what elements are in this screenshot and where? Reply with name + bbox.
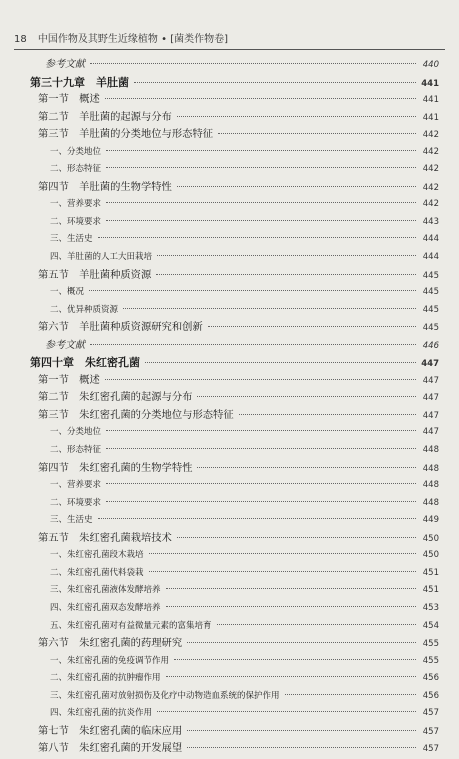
toc-entry-label: 四、羊肚菌的人工大田栽培 (50, 252, 153, 263)
toc-page-number: 447 (422, 427, 439, 438)
toc-entry-label: 一、分类地位 (50, 146, 102, 157)
toc-sub-row (0, 477, 459, 495)
header-rule (14, 49, 445, 50)
toc-entry-label: 第六节 羊肚菌种质资源研究和创新 (38, 321, 203, 334)
toc-entry-label: 第四节 朱红密孔菌的生物学特性 (38, 461, 193, 474)
toc-entry-label: 五、朱红密孔菌对有益微量元素的富集培育 (50, 620, 212, 631)
toc-entry-label: 三、生活史 (50, 234, 93, 245)
dot-leader (106, 448, 416, 449)
toc-page-number: 448 (422, 497, 439, 508)
toc-page-number: 448 (422, 480, 439, 491)
toc-page-number: 451 (422, 567, 439, 578)
toc-page-number: 456 (422, 673, 439, 684)
header-page-number: 18 (14, 34, 27, 45)
toc-section-row (0, 740, 459, 758)
dot-leader (90, 63, 416, 64)
page-header (14, 30, 445, 52)
dot-leader (106, 150, 416, 151)
dot-leader (218, 133, 416, 134)
dot-leader (187, 747, 416, 748)
toc-sub-row (0, 582, 459, 600)
toc-section-row (0, 91, 459, 109)
toc-sub-row (0, 161, 459, 179)
dot-leader (106, 483, 416, 484)
toc-sub-row (0, 670, 459, 688)
toc-page-number: 442 (422, 130, 439, 141)
toc-page-number: 444 (422, 234, 439, 245)
toc-sub-row (0, 284, 459, 302)
toc-section-row (0, 319, 459, 337)
dot-leader (187, 642, 416, 643)
toc-entry-label: 第四节 羊肚菌的生物学特性 (38, 180, 172, 193)
toc-sub-row (0, 705, 459, 723)
toc-entry-label: 二、形态特征 (50, 164, 102, 175)
toc-page-number: 441 (422, 112, 439, 123)
dot-leader (239, 414, 416, 415)
toc-section-row (0, 109, 459, 127)
toc-sub-row (0, 196, 459, 214)
toc-page-number: 445 (422, 270, 439, 281)
table-of-contents (0, 56, 459, 758)
dot-leader (123, 308, 416, 309)
dot-leader (90, 344, 416, 345)
dot-leader (106, 220, 416, 221)
dot-leader (174, 659, 416, 660)
dot-leader (197, 467, 416, 468)
toc-page-number: 445 (422, 304, 439, 315)
toc-entry-label: 第二节 羊肚菌的起源与分布 (38, 110, 172, 123)
dot-leader (106, 430, 416, 431)
toc-entry-label: 第五节 羊肚菌种质资源 (38, 268, 152, 281)
dot-leader (149, 571, 416, 572)
toc-sub-row (0, 144, 459, 162)
toc-section-row (0, 389, 459, 407)
dot-leader (177, 186, 416, 187)
toc-entry-label: 二、环境要求 (50, 497, 102, 508)
toc-entry-label: 三、朱红密孔菌对放射损伤及化疗中动物造血系统的保护作用 (50, 690, 280, 701)
dot-leader (105, 98, 416, 99)
toc-page-number: 440 (422, 60, 439, 70)
toc-page-number: 442 (422, 164, 439, 175)
toc-entry-label: 三、生活史 (50, 515, 93, 526)
toc-sub-row (0, 618, 459, 636)
toc-page-number: 450 (422, 550, 439, 561)
toc-section-row (0, 723, 459, 741)
toc-page-number: 442 (422, 146, 439, 157)
toc-entry-label: 四、朱红密孔菌的抗炎作用 (50, 708, 153, 719)
toc-entry-label: 第八节 朱红密孔菌的开发展望 (38, 742, 183, 755)
dot-leader (166, 676, 416, 677)
toc-page-number: 447 (421, 359, 439, 370)
dot-leader (187, 730, 416, 731)
toc-sub-row (0, 653, 459, 671)
toc-page-number: 442 (422, 199, 439, 210)
header-separator: • (161, 34, 168, 45)
toc-entry-label: 第五节 朱红密孔菌栽培技术 (38, 531, 172, 544)
toc-section-row (0, 126, 459, 144)
toc-page-number: 454 (422, 620, 439, 631)
dot-leader (134, 82, 416, 83)
dot-leader (166, 588, 416, 589)
toc-section-row (0, 635, 459, 653)
toc-entry-label: 一、概况 (50, 287, 85, 298)
toc-page-number: 453 (422, 602, 439, 613)
dot-leader (197, 396, 416, 397)
toc-entry-label: 参考文献 (45, 59, 85, 70)
toc-entry-label: 第七节 朱红密孔菌的临床应用 (38, 724, 183, 737)
dot-leader (217, 624, 416, 625)
dot-leader (98, 237, 416, 238)
toc-sub-row (0, 249, 459, 267)
toc-sub-row (0, 442, 459, 460)
toc-page-number: 455 (422, 655, 439, 666)
toc-entry-label: 二、环境要求 (50, 216, 102, 227)
toc-sub-row (0, 424, 459, 442)
toc-entry-label: 第三十九章 羊肚菌 (30, 75, 129, 89)
toc-page-number: 442 (422, 182, 439, 193)
toc-entry-label: 一、分类地位 (50, 427, 102, 438)
toc-entry-label: 四、朱红密孔菌双态发酵培养 (50, 602, 161, 613)
toc-sub-row (0, 565, 459, 583)
toc-page-number: 457 (422, 708, 439, 719)
dot-leader (106, 202, 416, 203)
header-book-title: 中国作物及其野生近缘植物 (37, 34, 158, 45)
toc-ref-row (0, 337, 459, 355)
toc-page-number: 448 (422, 463, 439, 474)
toc-entry-label: 二、优异种质资源 (50, 304, 119, 315)
toc-section-row (0, 179, 459, 197)
toc-section-row (0, 530, 459, 548)
toc-page-number: 443 (422, 216, 439, 227)
toc-page-number: 446 (422, 340, 439, 351)
dot-leader (156, 274, 416, 275)
toc-sub-row (0, 231, 459, 249)
toc-section-row (0, 407, 459, 425)
toc-page-number: 449 (422, 515, 439, 526)
toc-entry-label: 一、朱红密孔菌的免疫调节作用 (50, 655, 170, 666)
toc-chapter-row (0, 74, 459, 92)
toc-section-row (0, 460, 459, 478)
toc-chapter-row (0, 354, 459, 372)
toc-entry-label: 二、形态特征 (50, 445, 102, 456)
toc-entry-label: 三、朱红密孔菌液体发酵培养 (50, 585, 161, 596)
dot-leader (149, 553, 416, 554)
toc-entry-label: 二、朱红密孔菌代料袋栽 (50, 567, 144, 578)
toc-entry-label: 一、朱红密孔菌段木栽培 (50, 550, 144, 561)
toc-sub-row (0, 547, 459, 565)
dot-leader (145, 362, 416, 363)
toc-page-number: 447 (422, 393, 439, 404)
dot-leader (208, 326, 416, 327)
toc-sub-row (0, 688, 459, 706)
toc-entry-label: 第一节 概述 (38, 373, 100, 386)
toc-ref-row (0, 56, 459, 74)
toc-page-number: 455 (422, 639, 439, 650)
dot-leader (177, 116, 416, 117)
toc-sub-row (0, 600, 459, 618)
dot-leader (106, 501, 416, 502)
dot-leader (157, 711, 416, 712)
toc-page-number: 448 (422, 445, 439, 456)
toc-page-number: 447 (422, 410, 439, 421)
dot-leader (106, 167, 416, 168)
toc-entry-label: 第一节 概述 (38, 93, 100, 106)
toc-entry-label: 第六节 朱红密孔菌的药理研究 (38, 637, 183, 650)
toc-page-number: 445 (422, 323, 439, 334)
toc-page-number: 457 (422, 726, 439, 737)
toc-entry-label: 第四十章 朱红密孔菌 (30, 356, 140, 370)
dot-leader (177, 537, 416, 538)
dot-leader (157, 255, 416, 256)
dot-leader (89, 290, 416, 291)
toc-entry-label: 一、营养要求 (50, 199, 102, 210)
toc-section-row (0, 267, 459, 285)
toc-sub-row (0, 512, 459, 530)
toc-entry-label: 一、营养要求 (50, 480, 102, 491)
toc-page-number: 441 (422, 95, 439, 106)
dot-leader (98, 518, 416, 519)
toc-page-number: 451 (422, 585, 439, 596)
dot-leader (105, 379, 416, 380)
toc-sub-row (0, 214, 459, 232)
toc-page-number: 444 (422, 252, 439, 263)
toc-entry-label: 二、朱红密孔菌的抗肿瘤作用 (50, 673, 161, 684)
header-volume: [菌类作物卷] (170, 34, 229, 45)
toc-entry-label: 第三节 羊肚菌的分类地位与形态特征 (38, 128, 214, 141)
dot-leader (166, 606, 416, 607)
toc-page-number: 441 (421, 78, 439, 89)
toc-entry-label: 参考文献 (45, 339, 85, 351)
toc-page-number: 450 (422, 533, 439, 544)
dot-leader (285, 694, 416, 695)
toc-page-number: 447 (422, 375, 439, 386)
toc-page-number: 457 (422, 744, 439, 755)
toc-section-row (0, 372, 459, 390)
toc-sub-row (0, 302, 459, 320)
toc-entry-label: 第三节 朱红密孔菌的分类地位与形态特征 (38, 408, 234, 421)
toc-page-number: 445 (422, 287, 439, 298)
toc-sub-row (0, 495, 459, 513)
toc-page-number: 456 (422, 690, 439, 701)
toc-entry-label: 第二节 朱红密孔菌的起源与分布 (38, 391, 193, 404)
